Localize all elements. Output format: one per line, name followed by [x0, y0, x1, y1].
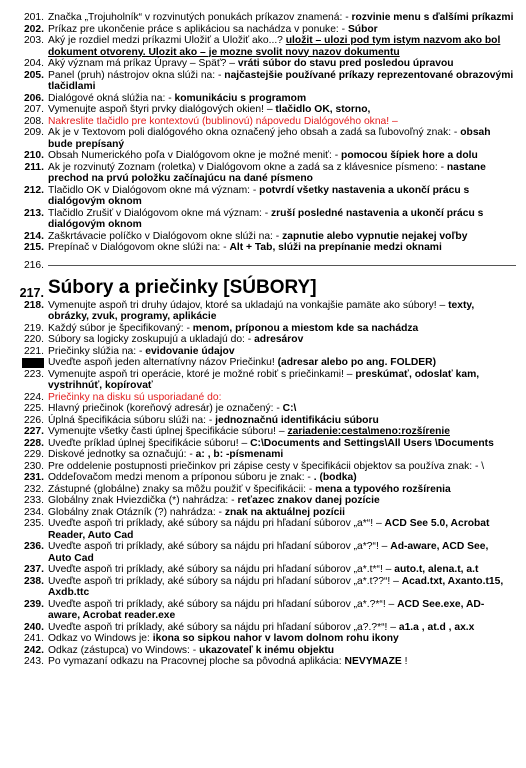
answer-text: uložit – ulozi pod tym istym nazvom ako bol dokument otvoreny. Ulozit ako – je mozne svolit novy nazov dokumentu: [48, 35, 501, 58]
question-item: [0, 472, 526, 484]
item-number: 201.: [23, 12, 44, 23]
question-item: [0, 116, 526, 128]
item-number: 214.: [23, 230, 44, 242]
item-text: [48, 656, 526, 668]
item-text: [48, 346, 526, 358]
item-number: 227.: [23, 426, 44, 437]
question-text: Vymenujte aspoň štyri prvky dialógových okien! –: [48, 104, 276, 115]
item-text: [48, 369, 526, 392]
document-page: [0, 12, 526, 668]
answer-text: pomocou šípiek hore a dolu: [341, 150, 478, 161]
answer-text: C:\: [282, 403, 297, 414]
question-item: [0, 357, 526, 369]
question-item: [0, 242, 526, 254]
item-text: [48, 438, 526, 450]
answer-text: . (bodka): [313, 472, 357, 483]
item-number: 223.: [23, 368, 44, 380]
question-item: [0, 35, 526, 58]
section-heading: Súbory a priečinky [SÚBORY]: [48, 276, 317, 298]
item-text: [48, 484, 526, 496]
item-number: 243.: [23, 656, 44, 667]
question-item: [0, 576, 526, 599]
answer-text: NEVYMAZE: [344, 656, 402, 667]
item-number: 213.: [23, 207, 44, 219]
question-text: Panel (pruh) nástrojov okna slúži na: -: [48, 69, 225, 81]
item-text: [48, 104, 526, 116]
item-number: 211.: [24, 161, 44, 173]
question-text: Uveďte aspoň tri príklady, aké súbory sa nájdu pri hľadaní súborov „a?.?*“! –: [48, 621, 399, 633]
question-item: [0, 127, 526, 150]
item-number: 240.: [23, 621, 44, 633]
question-text: Po vymazaní odkazu na Pracovnej ploche sa pôvodná aplikácia:: [48, 656, 345, 667]
answer-text: ACD See 5.0, Acrobat Reader, Auto Cad: [48, 518, 490, 541]
question-text: Uveďte aspoň tri príklady, aké súbory sa nájdu pri hľadaní súborov „a*?“! –: [48, 541, 391, 552]
item-text: [48, 599, 526, 622]
item-text: [48, 392, 526, 404]
item-number: 237.: [23, 564, 44, 575]
question-item: [0, 346, 526, 358]
question-item: [0, 403, 526, 415]
question-item: [0, 645, 526, 657]
item-number: 212.: [23, 184, 44, 196]
question-text: Zaškrtávacie políčko v Dialógovom okne slúži na: -: [48, 230, 283, 242]
answer-text: Súbor: [347, 23, 378, 35]
question-item: [0, 495, 526, 507]
question-text: Prepínač v Dialógovom okne slúži na: -: [48, 242, 230, 253]
question-item: [0, 622, 526, 634]
item-text: [48, 12, 526, 24]
item-text: [48, 334, 526, 346]
question-list-windows: [0, 12, 526, 254]
item-number: 234.: [23, 506, 44, 518]
question-text: Odkaz vo Windows je:: [48, 633, 153, 644]
question-list-files: [0, 300, 526, 668]
item-text: [48, 633, 526, 645]
question-item: [0, 93, 526, 105]
answer-text: texty, obrázky, zvuk, programy, aplikácie: [48, 299, 475, 322]
item-number: 230.: [23, 460, 44, 472]
item-number-redacted: [0, 357, 48, 369]
question-item: [0, 438, 526, 450]
item-text: [48, 300, 526, 323]
question-text: Pre oddelenie postupnosti priečinkov pri zápise cesty v špecifikácii objektov sa používa znak: - \: [48, 460, 485, 472]
item-number: 215.: [23, 242, 44, 253]
answer-text: zapnutie alebo vypnutie nejakej voľby: [282, 230, 468, 242]
item-number: 209.: [23, 127, 44, 138]
item-text: [48, 461, 526, 473]
question-text-red: Priečinky na disku sú usporiadané do:: [48, 391, 222, 403]
answer-text: potvrdí všetky nastavenia a ukončí prácu s dialógovým oknom: [48, 184, 470, 207]
item-number: 216.: [23, 260, 44, 271]
item-number: 233.: [23, 495, 44, 506]
item-text: [48, 323, 526, 335]
item-number: 226.: [23, 414, 44, 426]
item-number: 231.: [23, 472, 44, 483]
item-number: 203.: [23, 35, 44, 46]
item-number: 206.: [23, 92, 44, 104]
answer-text: ikona so sipkou nahor v lavom dolnom rohu ikony: [152, 633, 399, 644]
question-text: Tlačidlo OK v Dialógovom okne má význam: -: [48, 184, 260, 196]
question-text: Oddeľovačom medzi menom a príponou súboru je znak: -: [48, 472, 314, 483]
question-text: Ak je v Textovom poli dialógového okna označený jeho obsah a zadá sa ľubovoľný znak: -: [48, 127, 461, 138]
item-text: [48, 622, 526, 634]
item-number: 228.: [23, 437, 44, 449]
item-number: 235.: [23, 518, 44, 529]
question-text: Uveďte aspoň tri príklady, aké súbory sa nájdu pri hľadaní súborov „a*.t*“! –: [48, 564, 395, 575]
question-text: Diskové jednotky sa označujú: -: [48, 449, 196, 460]
item-number: 202.: [23, 23, 44, 35]
item-text: [48, 449, 526, 461]
answer-text: ukazovateľ k inému objektu: [199, 644, 335, 656]
item-text: [48, 415, 526, 427]
item-number: 207.: [23, 104, 44, 115]
answer-text: obsah bude prepísaný: [48, 127, 491, 150]
question-text: Obsah Numerického poľa v Dialógovom okne je možné meniť: -: [48, 150, 342, 161]
question-item: [0, 208, 526, 231]
question-text: Priečinky slúžia na: -: [48, 345, 146, 357]
question-text: Odkaz (zástupca) vo Windows: -: [48, 644, 200, 656]
item-text: [48, 472, 526, 484]
question-text: Zástupné (globálne) znaky sa môžu použiť v špecifikácii: -: [48, 483, 316, 495]
question-item: [0, 541, 526, 564]
question-item: [0, 12, 526, 24]
answer-text: menom, príponou a miestom kde sa nachádza: [192, 322, 419, 334]
answer-text: mena a typového rozšírenia: [315, 483, 451, 495]
answer-text: (adresar alebo po ang. FOLDER): [277, 357, 437, 368]
item-text: [48, 507, 526, 519]
item-text: [48, 185, 526, 208]
answer-text: adresárov: [254, 334, 304, 345]
item-text: [48, 231, 526, 243]
item-number: 204.: [23, 58, 44, 69]
answer-text: Acad.txt, Axanto.t15, Axdb.ttc: [48, 575, 504, 598]
item-number: 224.: [23, 391, 44, 403]
answer-text: C:\Documents and Settings\All Users \Documents: [250, 437, 494, 449]
item-text: [48, 93, 526, 105]
question-item: [0, 656, 526, 668]
question-text: Vymenujte aspoň tri operácie, ktoré je možné robiť s priečinkami! –: [48, 368, 356, 380]
answer-text: preskúmať, odoslať kam, vystrihnúť, kopírovať: [48, 368, 480, 391]
question-item: [0, 70, 526, 93]
question-text: Uveďte aspoň tri príklady, aké súbory sa nájdu pri hľadaní súborov „a*.?*“! –: [48, 598, 398, 610]
answer-text: znak na aktuálnej pozícii: [224, 506, 346, 518]
question-item: [0, 564, 526, 576]
item-text: [48, 564, 526, 576]
section-heading-row: [0, 276, 526, 300]
item-text: [48, 70, 526, 93]
item-text: [48, 162, 526, 185]
item-number: 229.: [23, 449, 44, 460]
item-number: 220.: [23, 334, 44, 345]
item-text: [48, 541, 526, 564]
question-text: Uveďte príklad úplnej špecifikácie súboru! –: [48, 437, 251, 449]
question-item: [0, 461, 526, 473]
question-item: [0, 162, 526, 185]
question-item: [0, 369, 526, 392]
answer-text: auto.t, alena.t, a.t: [394, 564, 479, 575]
answer-text: zariadenie:cesta\meno:rozšírenie: [287, 426, 450, 437]
item-text: [48, 426, 526, 438]
question-item: [0, 599, 526, 622]
question-text-red: Nakreslite tlačidlo pre kontextovú (bublinovú) nápovedu Dialógového okna! –: [48, 115, 398, 127]
answer-text: rozvinie menu s ďalšími príkazmi: [351, 12, 514, 23]
question-item: [0, 426, 526, 438]
item-number: 225.: [23, 403, 44, 414]
question-text: Hlavný priečinok (koreňový adresár) je označený: -: [48, 403, 283, 414]
item-text: [48, 208, 526, 231]
question-text: Globálny znak Otázník (?) nahrádza: -: [48, 506, 225, 518]
item-text: [48, 58, 526, 70]
question-text: Uveďte aspoň tri príklady, aké súbory sa nájdu pri hľadaní súborov „a*.t??“! –: [48, 575, 402, 587]
item-text: [48, 24, 526, 36]
item-number: 238.: [23, 575, 44, 587]
answer-text: vráti súbor do stavu pred posledou úpravou: [237, 58, 454, 69]
question-item: [0, 449, 526, 461]
redaction-box: [22, 358, 44, 368]
answer-text: Ad-aware, ACD See, Auto Cad: [48, 541, 489, 564]
question-item: [0, 415, 526, 427]
item-text: [48, 518, 526, 541]
item-number: 241.: [23, 633, 44, 644]
answer-text: zruší posledné nastavenia a ukončí prácu s dialógovým oknom: [48, 207, 484, 230]
answer-text: evidovanie údajov: [145, 345, 235, 357]
answer-text: najčastejšie používané príkazy reprezentované obrazovými tlačidlami: [48, 69, 514, 92]
answer-text: a: , b: -písmenami: [195, 449, 284, 460]
item-number: 208.: [23, 115, 44, 127]
item-text: [48, 576, 526, 599]
question-item: [0, 231, 526, 243]
question-text: Ak je rozvinutý Zoznam (roletka) v Dialógovom okne a zadá sa z klávesnice písmeno: -: [48, 161, 447, 173]
question-text: Značka „Trojuholník“ v rozvinutých ponukách príkazov znamená: -: [48, 12, 352, 23]
answer-text: reťazec znakov danej pozície: [237, 495, 380, 506]
question-item: [0, 392, 526, 404]
question-text: Príkaz pre ukončenie práce s aplikáciou sa nachádza v ponuke: -: [48, 23, 348, 35]
item-number: 221.: [23, 345, 44, 357]
item-number: 242.: [23, 644, 44, 656]
question-item: [0, 518, 526, 541]
answer-text: nastane prechod na prvú položku začínajúcu na dané písmeno: [48, 161, 486, 184]
section-divider: [0, 258, 526, 274]
answer-text: ACD See.exe, AD-aware, Acrobat reader.exe: [48, 598, 485, 621]
answer-text: jednoznačnú identifikáciu súboru: [215, 414, 379, 426]
item-text: [48, 403, 526, 415]
question-text: Uveďte aspoň jeden alternatívny názov Priečinku!: [48, 357, 278, 368]
question-item: [0, 58, 526, 70]
answer-text: Alt + Tab, slúži na prepínanie medzi oknami: [229, 242, 442, 253]
question-item: [0, 150, 526, 162]
question-item: [0, 300, 526, 323]
item-text: [48, 495, 526, 507]
question-text: Vymenujte všetky časti úplnej špecifikácie súboru! –: [48, 426, 288, 437]
item-number: 236.: [23, 541, 44, 552]
question-item: [0, 185, 526, 208]
item-text: [48, 127, 526, 150]
question-item: [0, 507, 526, 519]
item-number: 210.: [23, 150, 44, 161]
horizontal-rule: [48, 265, 516, 266]
answer-text: a1.a , at.d , ax.x: [398, 621, 475, 633]
question-item: [0, 484, 526, 496]
item-text: [48, 35, 526, 58]
question-item: [0, 323, 526, 335]
answer-text: komunikáciu s programom: [174, 92, 307, 104]
question-text: Aký je rozdiel medzi príkazmi Uložiť a Uložiť ako...?: [48, 35, 286, 46]
question-text: Dialógové okná slúžia na: -: [48, 92, 175, 104]
item-text: [48, 357, 526, 369]
question-text: Uveďte aspoň tri príklady, aké súbory sa nájdu pri hľadaní súborov „a*“! –: [48, 518, 385, 529]
question-item: [0, 334, 526, 346]
item-number: 218.: [23, 299, 44, 311]
question-text: Úplná špecifikácia súboru slúži na: -: [48, 414, 216, 426]
answer-text: tlačidlo OK, storno,: [275, 104, 371, 115]
item-number: 217.: [19, 285, 44, 300]
item-number: 232.: [23, 483, 44, 495]
question-text: Súbory sa logicky zoskupujú a ukladajú do: -: [48, 334, 255, 345]
item-text: [48, 645, 526, 657]
question-text: Vymenujte aspoň tri druhy údajov, ktoré sa ukladajú na vonkajšie pamäte ako súbory! –: [48, 299, 449, 311]
question-text: Tlačidlo Zrušiť v Dialógovom okne má význam: -: [48, 207, 272, 219]
question-text: Aký význam má príkaz Úpravy – Späť? –: [48, 58, 238, 69]
item-number: 205.: [23, 69, 44, 81]
item-number: 239.: [23, 598, 44, 610]
item-text: [48, 116, 526, 128]
question-text: Globálny znak Hviezdička (*) nahrádza: -: [48, 495, 238, 506]
question-text-tail: !: [401, 656, 408, 667]
item-text: [48, 150, 526, 162]
question-item: [0, 633, 526, 645]
question-item: [0, 24, 526, 36]
question-text: Každý súbor je špecifikovaný: -: [48, 322, 193, 334]
item-number: 219.: [23, 322, 44, 334]
item-text: [48, 242, 526, 254]
question-item: [0, 104, 526, 116]
